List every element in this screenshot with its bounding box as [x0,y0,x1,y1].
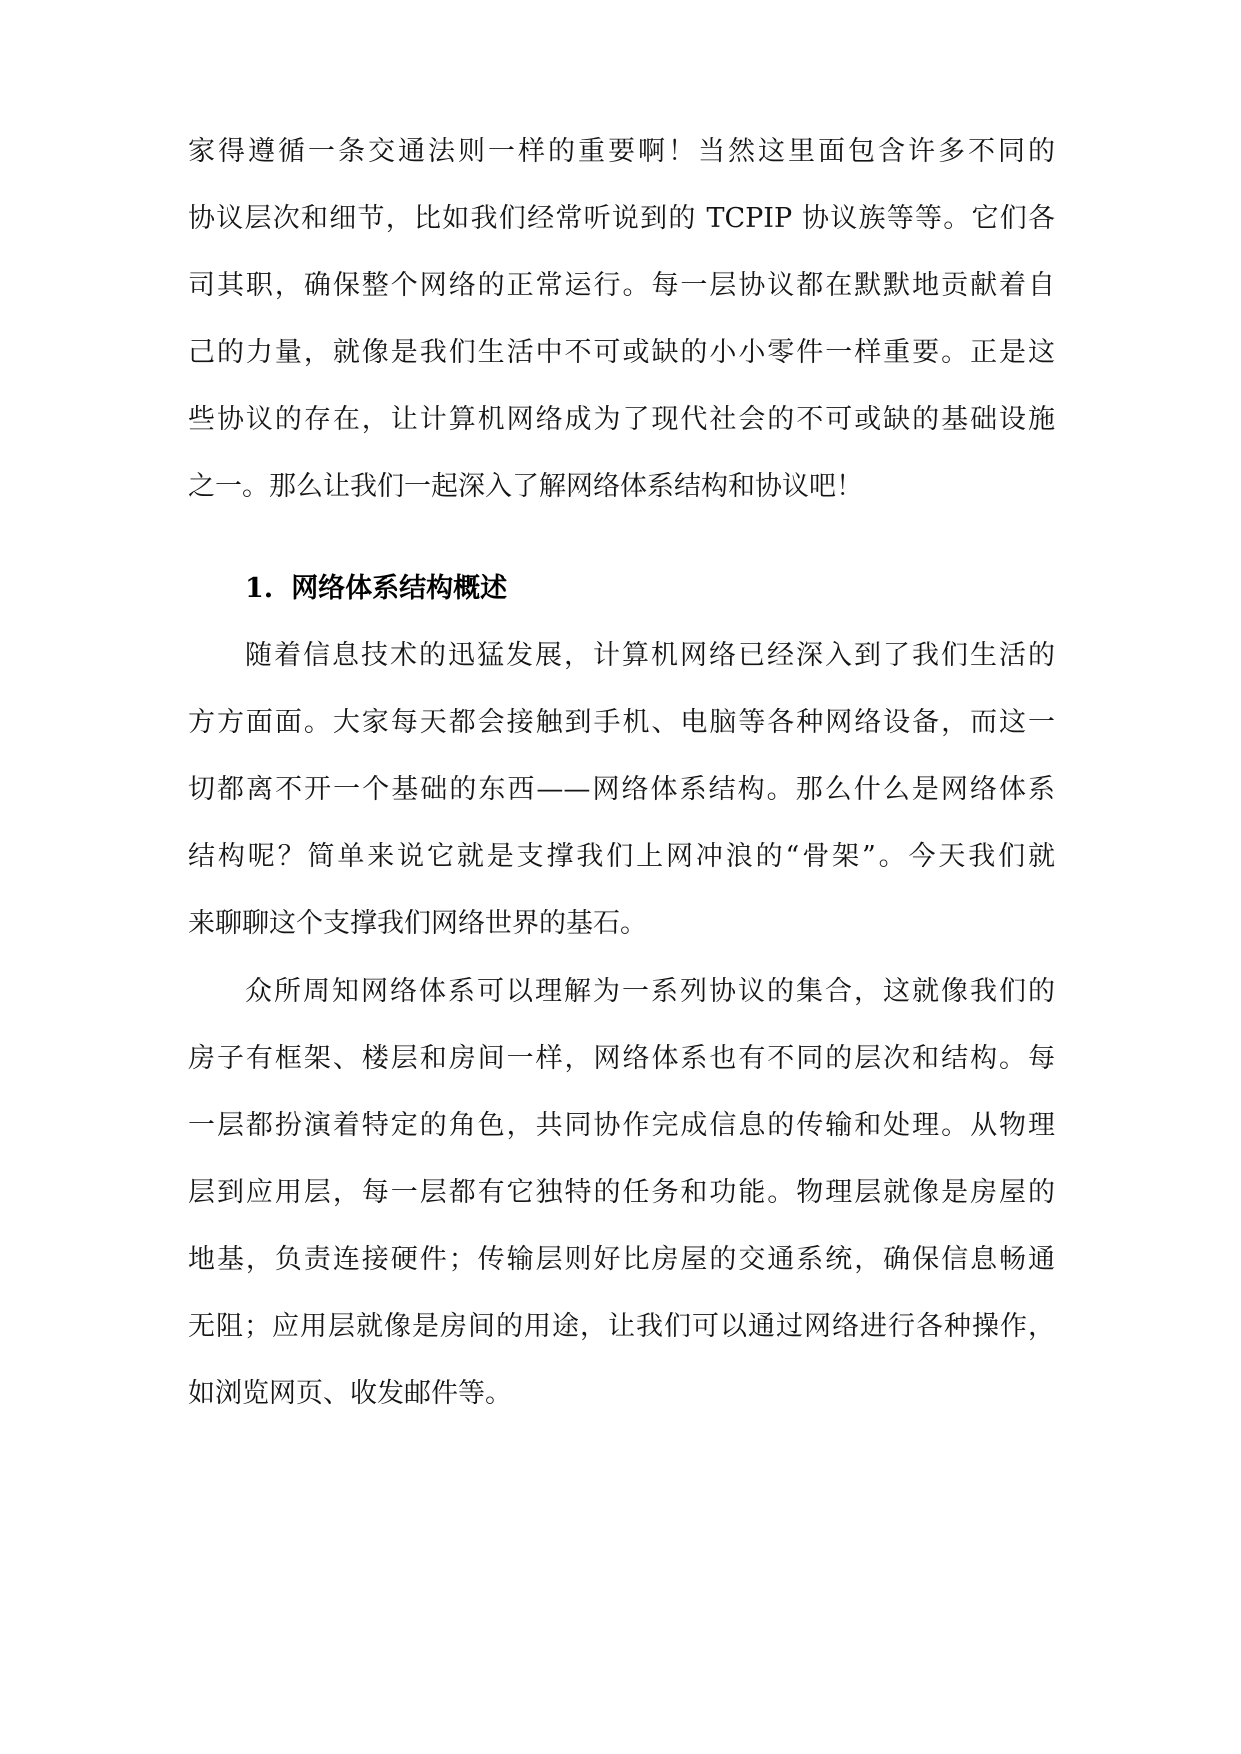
section-heading [245,553,507,625]
text-line: 随着信息技术的迅猛发展，计算机网络已经深入到了我们生活的 [245,640,1055,671]
text-line: 众所周知网络体系可以理解为一系列协议的集合，这就像我们的 [245,976,1055,1007]
text-line: 如浏览网页、收发邮件等。 [188,1378,512,1409]
text-line: 房子有框架、楼层和房间一样，网络体系也有不同的层次和结构。每 [188,1043,1055,1074]
text-line: 些协议的存在，让计算机网络成为了现代社会的不可或缺的基础设施 [188,404,1055,435]
section-number: 1. [245,573,274,604]
section-title: 网络体系结构概述 [291,573,508,604]
text-line: 家得遵循一条交通法则一样的重要啊！当然这里面包含许多不同的 [188,136,1055,167]
text-line: 之一。那么让我们一起深入了解网络体系结构和协议吧！ [188,471,863,502]
text-line: 己的力量，就像是我们生活中不可或缺的小小零件一样重要。正是这 [188,337,1055,368]
text-line: 来聊聊这个支撑我们网络世界的基石。 [188,908,647,939]
text-line: 方方面面。大家每天都会接触到手机、电脑等各种网络设备，而这一 [188,707,1055,738]
text-line: 切都离不开一个基础的东西——网络体系结构。那么什么是网络体系 [188,774,1055,805]
text-line: 地基，负责连接硬件；传输层则好比房屋的交通系统，确保信息畅通 [188,1244,1055,1275]
text-line: 司其职，确保整个网络的正常运行。每一层协议都在默默地贡献着自 [188,270,1055,301]
text-line: 一层都扮演着特定的角色，共同协作完成信息的传输和处理。从物理 [188,1110,1055,1141]
text-line: 协议层次和细节，比如我们经常听说到的 TCPIP 协议族等等。它们各 [188,203,1055,234]
text-line: 无阻；应用层就像是房间的用途，让我们可以通过网络进行各种操作， [188,1311,1055,1342]
text-line: 层到应用层，每一层都有它独特的任务和功能。物理层就像是房屋的 [188,1177,1055,1208]
text-line: 结构呢？简单来说它就是支撑我们上网冲浪的“骨架”。今天我们就 [188,841,1055,872]
